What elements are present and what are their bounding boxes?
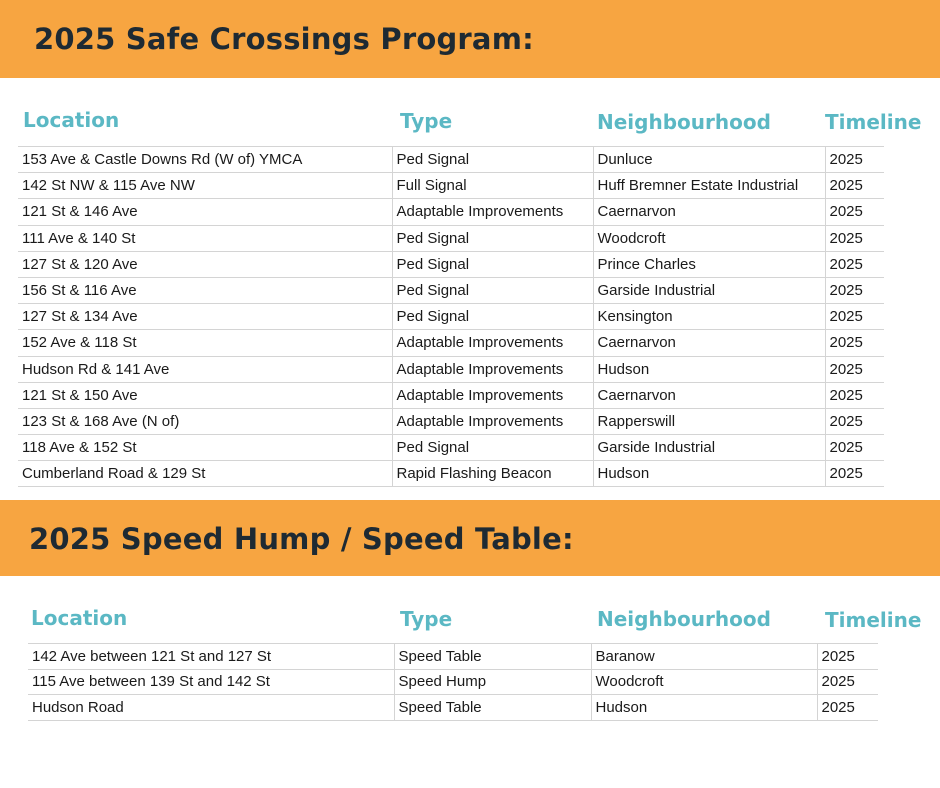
cell-timeline: 2025 bbox=[825, 461, 884, 487]
cell-timeline: 2025 bbox=[817, 695, 878, 721]
cell-type: Rapid Flashing Beacon bbox=[392, 461, 593, 487]
cell-timeline: 2025 bbox=[825, 330, 884, 356]
cell-location: 115 Ave between 139 St and 142 St bbox=[28, 669, 394, 695]
table-row bbox=[18, 173, 884, 199]
speed-hump-banner bbox=[0, 500, 940, 576]
cell-timeline: 2025 bbox=[825, 225, 884, 251]
cell-type: Adaptable Improvements bbox=[392, 356, 593, 382]
cell-neighbourhood: Garside Industrial bbox=[593, 435, 825, 461]
cell-timeline: 2025 bbox=[825, 356, 884, 382]
cell-neighbourhood: Caernarvon bbox=[593, 382, 825, 408]
table-row bbox=[18, 225, 884, 251]
cell-type: Adaptable Improvements bbox=[392, 199, 593, 225]
s1-header-location: Location bbox=[23, 108, 120, 132]
cell-type: Ped Signal bbox=[392, 277, 593, 303]
table-row bbox=[18, 435, 884, 461]
table-row bbox=[18, 251, 884, 277]
cell-type: Ped Signal bbox=[392, 251, 593, 277]
cell-neighbourhood: Hudson bbox=[593, 356, 825, 382]
cell-timeline: 2025 bbox=[825, 147, 884, 173]
cell-neighbourhood: Huff Bremner Estate Industrial bbox=[593, 173, 825, 199]
cell-type: Adaptable Improvements bbox=[392, 408, 593, 434]
cell-type: Adaptable Improvements bbox=[392, 330, 593, 356]
cell-neighbourhood: Prince Charles bbox=[593, 251, 825, 277]
cell-neighbourhood: Caernarvon bbox=[593, 330, 825, 356]
cell-type: Adaptable Improvements bbox=[392, 382, 593, 408]
table-row bbox=[18, 408, 884, 434]
table-row bbox=[28, 644, 878, 670]
table-row bbox=[18, 330, 884, 356]
table-row bbox=[28, 695, 878, 721]
s2-header-type: Type bbox=[400, 607, 453, 631]
speed-hump-table bbox=[28, 643, 878, 721]
cell-location: 152 Ave & 118 St bbox=[18, 330, 392, 356]
cell-neighbourhood: Hudson bbox=[593, 461, 825, 487]
cell-type: Ped Signal bbox=[392, 147, 593, 173]
safe-crossings-title: 2025 Safe Crossings Program: bbox=[34, 22, 534, 56]
cell-location: 127 St & 120 Ave bbox=[18, 251, 392, 277]
cell-type: Full Signal bbox=[392, 173, 593, 199]
cell-location: 127 St & 134 Ave bbox=[18, 304, 392, 330]
cell-neighbourhood: Woodcroft bbox=[593, 225, 825, 251]
cell-type: Speed Table bbox=[394, 695, 591, 721]
cell-timeline: 2025 bbox=[825, 408, 884, 434]
cell-location: 153 Ave & Castle Downs Rd (W of) YMCA bbox=[18, 147, 392, 173]
cell-timeline: 2025 bbox=[817, 644, 878, 670]
cell-timeline: 2025 bbox=[825, 251, 884, 277]
cell-timeline: 2025 bbox=[825, 382, 884, 408]
cell-neighbourhood: Rapperswill bbox=[593, 408, 825, 434]
cell-location: 156 St & 116 Ave bbox=[18, 277, 392, 303]
speed-hump-title: 2025 Speed Hump / Speed Table: bbox=[29, 522, 574, 556]
cell-location: 121 St & 150 Ave bbox=[18, 382, 392, 408]
cell-location: 121 St & 146 Ave bbox=[18, 199, 392, 225]
cell-timeline: 2025 bbox=[825, 173, 884, 199]
table-row bbox=[18, 277, 884, 303]
cell-location: Hudson Road bbox=[28, 695, 394, 721]
table-row bbox=[18, 199, 884, 225]
cell-neighbourhood: Kensington bbox=[593, 304, 825, 330]
cell-type: Ped Signal bbox=[392, 435, 593, 461]
s2-header-location: Location bbox=[31, 606, 128, 630]
cell-timeline: 2025 bbox=[825, 304, 884, 330]
cell-timeline: 2025 bbox=[825, 199, 884, 225]
cell-type: Speed Table bbox=[394, 644, 591, 670]
table-row bbox=[28, 669, 878, 695]
cell-neighbourhood: Hudson bbox=[591, 695, 817, 721]
cell-timeline: 2025 bbox=[817, 669, 878, 695]
table-row bbox=[18, 147, 884, 173]
cell-location: Cumberland Road & 129 St bbox=[18, 461, 392, 487]
cell-location: 118 Ave & 152 St bbox=[18, 435, 392, 461]
s1-header-timeline: Timeline bbox=[825, 110, 922, 134]
cell-neighbourhood: Garside Industrial bbox=[593, 277, 825, 303]
cell-neighbourhood: Woodcroft bbox=[591, 669, 817, 695]
cell-neighbourhood: Caernarvon bbox=[593, 199, 825, 225]
s2-header-neighbourhood: Neighbourhood bbox=[597, 607, 771, 631]
s1-header-neighbourhood: Neighbourhood bbox=[597, 110, 771, 134]
cell-location: Hudson Rd & 141 Ave bbox=[18, 356, 392, 382]
safe-crossings-banner bbox=[0, 0, 940, 78]
table-row bbox=[18, 461, 884, 487]
cell-neighbourhood: Dunluce bbox=[593, 147, 825, 173]
safe-crossings-table bbox=[18, 146, 884, 487]
cell-type: Speed Hump bbox=[394, 669, 591, 695]
cell-location: 111 Ave & 140 St bbox=[18, 225, 392, 251]
cell-location: 142 St NW & 115 Ave NW bbox=[18, 173, 392, 199]
table-row bbox=[18, 356, 884, 382]
table-row bbox=[18, 304, 884, 330]
cell-timeline: 2025 bbox=[825, 277, 884, 303]
cell-neighbourhood: Baranow bbox=[591, 644, 817, 670]
cell-timeline: 2025 bbox=[825, 435, 884, 461]
cell-type: Ped Signal bbox=[392, 304, 593, 330]
s2-header-timeline: Timeline bbox=[825, 608, 922, 632]
table-row bbox=[18, 382, 884, 408]
cell-location: 142 Ave between 121 St and 127 St bbox=[28, 644, 394, 670]
s1-header-type: Type bbox=[400, 109, 453, 133]
cell-location: 123 St & 168 Ave (N of) bbox=[18, 408, 392, 434]
cell-type: Ped Signal bbox=[392, 225, 593, 251]
